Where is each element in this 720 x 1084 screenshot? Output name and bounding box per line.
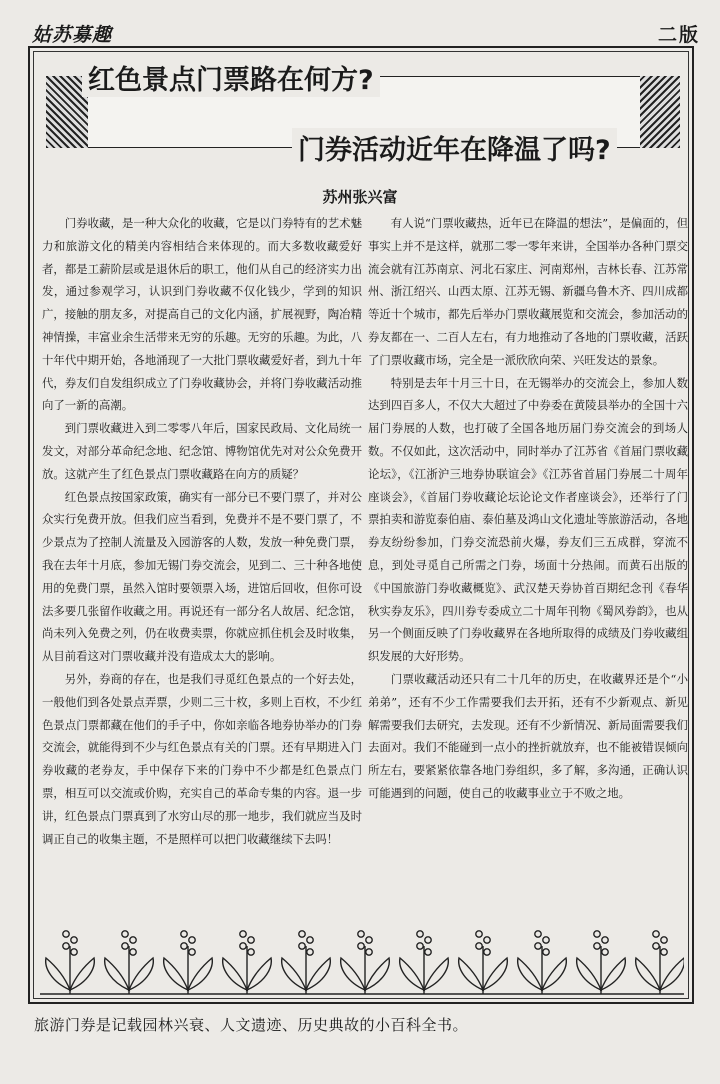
header-section-name: 姑苏募趣: [32, 24, 113, 46]
footer-caption: 旅游门券是记载园林兴衰、人文遗迹、历史典故的小百科全书。: [34, 1016, 469, 1034]
paragraph: 另外，券商的存在，也是我们寻觅红色景点的一个好去处，一般他们到各处景点弄票，少则二三十枚，多则上百枚，不少红色景点门票都藏在他们的手子中，你如亲临各地券协举办的门券交流会，就能得到不少与红色景点有关的门票。还有早期进入门券收藏的老券友，手中保存下来的门券中不少都是红色景点门票，相互可以交流或价购，充实自己的革命专集的内容。退一步讲，红色景点门票真到了水穷山尽的那一地步，我们就应当及时调正自己的收集主题，不是照样可以把门收藏继续下去吗！: [42, 671, 362, 846]
paragraph: 到门票收藏进入到二零零八年后，国家民政局、文化局统一发文，对部分革命纪念地、纪念馆、博物馆优先对对公众免费开放。这就产生了红色景点门票收藏路在向方的质疑？: [42, 421, 362, 481]
left-column: [42, 212, 362, 850]
flower-border-icon: [40, 924, 684, 998]
headline-sub: 门券活动近年在降温了吗?: [292, 128, 617, 167]
paragraph: 门票收藏活动还只有二十几年的历史，在收藏界还是个“小弟弟”，还有不少工作需要我们去开拓，还有不少新观点、新见解需要我们去研究，去发现。还有不少新情况、新局面需要我们去面对。我们不能碰到一点小的挫折就放弃，也不能被错误倾向所左右，要紧紧依靠各地门券组织，多了解，多沟通，正确认识可能遇到的问题，使自己的收藏事业立于不败之地。: [368, 671, 688, 800]
paragraph: 特别是去年十月三十日，在无锡举办的交流会上，参加人数达到四百多人，不仅大大超过了中券委在黄陵县举办的全国十六届门券展的人数，也打破了全国各地历届门券交流会的到场人数。不仅如此，这次活动中，同时举办了江苏省《首届门票收藏论坛》，《江浙沪三地券协联谊会》《江苏省首届门券展二十周年座谈会》，《首届门券收藏论坛论论文作者座谈会》，还举行了门票拍卖和游览泰伯庙、泰伯墓及鸿山文化遗址等旅游活动，各地券友纷纷参加，门券交流恐前火爆，券友们三五成群，穿流不息，到处寻觅自己所需之门券，场面十分热闹。而黄石出版的《中国旅游门券收藏概览》、武汉楚天券协首百期纪念刊《春华秋实券友乐》，四川券专委成立二十周年刊物《蜀风券韵》，也从另一个侧面反映了门券收藏界在各地所取得的成绩及门券收藏组织发展的大好形势。: [368, 375, 688, 664]
paragraph: 门券收藏，是一种大众化的收藏，它是以门券特有的艺术魅力和旅游文化的精美内容相结合来体现的。而大多数收藏爱好者，都是工薪阶层或是退休后的职工，他们从自己的经济实力出发，通过参观学习，认识到门券收藏不仅化钱少，学到的知识广，接触的朋友多，对提高自己的文化内涵，扩展视野，陶冶精神情操，丰富业余生活带来无穷的乐趣。无穷的乐趣。为此，八十年代中期开始，各地涌现了一大批门票收藏爱好者，到九十年代，券友们自发组织成立了门券收藏协会，并将门券收藏活动推向了一新的高潮。: [42, 216, 362, 413]
headline-main: 红色景点门票路在何方?: [82, 58, 380, 97]
right-column: [368, 212, 688, 805]
paragraph: 有人说“门票收藏热，近年已在降温的想法”，是偏面的，但事实上并不是这样，就那二零一零年来讲，全国举办各种门票交流会就有江苏南京、河北石家庄、河南郑州，吉林长春、江苏常州、浙江绍兴、山西太原、江苏无锡、新疆乌鲁木齐、四川成都等近十个城市，都先后举办门票收藏展览和交流会，参加活动的券友都在一、二百人左右，有力地推动了各地的门票收藏，活跃了门票收藏市场，完全是一派欣欣向荣、兴旺发达的景象。: [368, 216, 688, 367]
header-page-number: 二版: [657, 24, 700, 46]
author-byline: 苏州张兴富: [322, 188, 398, 206]
title-hatch-right-icon: [640, 76, 680, 148]
paragraph: 红色景点按国家政策，确实有一部分已不要门票了，并对公众实行免费开放。但我们应当看到，免费并不是不要门票了，不少景点为了控制人流量及入园游客的人数，发放一种免费门票，我在去年十月底，参加无锡门券交流会，见到二、三十种各地使用的免费门票，虽然入馆时要领票入场，进馆后回收，但你可设法多要几张留作收藏之用。再说还有一部分名人故居、纪念馆，尚未列入免费之列，仍在收费卖票，你就应抓住机会及时收集，从目前看这对门票收藏并没有造成太大的影响。: [42, 489, 362, 664]
